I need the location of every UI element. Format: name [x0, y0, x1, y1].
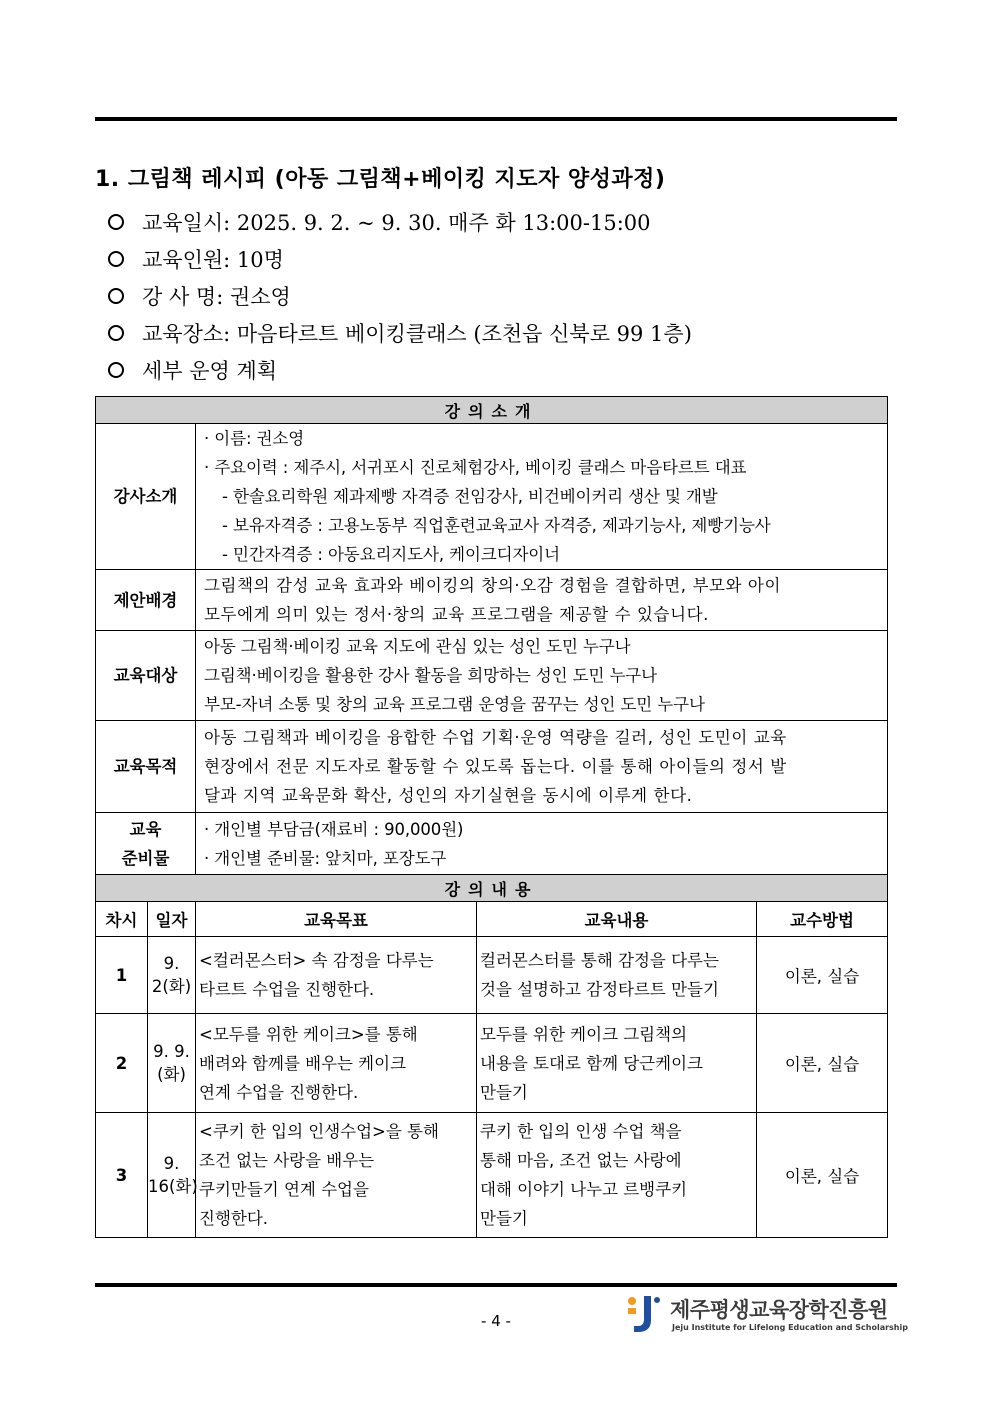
supplies-content [196, 813, 888, 875]
top-rule [95, 117, 897, 121]
goal-text: 조건 없는 사랑을 배우는 [199, 1151, 375, 1170]
instructor-line: - 보유자격증 : 고용노동부 직업훈련교육교사 자격증, 제과기능사, 제빵기능사 [222, 516, 771, 535]
content-text: 쿠키 한 입의 인생 수업 책을 [480, 1122, 682, 1141]
target-content [196, 631, 888, 721]
supplies-label-line: 준비물 [121, 848, 170, 868]
bullet-text: 교육장소: 마음타르트 베이킹클래스 (조천읍 신북로 99 1층) [142, 321, 692, 346]
background-label: 제안배경 [96, 570, 196, 631]
goal-content [196, 721, 888, 813]
goal-text: 타르트 수업을 진행한다. [199, 980, 375, 999]
content-text: 모두를 위한 케이크 그림책의 [480, 1024, 688, 1044]
page-number-text: - 4 - [481, 1312, 511, 1330]
session-method: 이론, 실습 [757, 1014, 888, 1113]
target-line: 그림책·베이킹을 활용한 강사 활동을 희망하는 성인 도민 누구나 [204, 666, 657, 685]
supplies-line: · 개인별 준비물: 앞치마, 포장도구 [204, 848, 447, 868]
instructor-line: · 이름: 권소영 [204, 429, 305, 448]
session-number: 3 [96, 1113, 148, 1238]
goal-text: 연계 수업을 진행한다. [199, 1082, 359, 1102]
logo-subtitle: Jeju Institute for Lifelong Education and Scholarship [672, 1323, 908, 1332]
bullet-text: 교육일시: 2025. 9. 2. ~ 9. 30. 매주 화 13:00-15:00 [142, 210, 651, 235]
background-line: 그림책의 감성 교육 효과와 베이킹의 창의·오감 경험을 결합하면, 부모와 아이 [204, 576, 782, 595]
circle-bullet-icon [108, 362, 124, 378]
goal-text: <컬러몬스터> 속 감정을 다루는 [199, 951, 434, 970]
target-line: 부모-자녀 소통 및 창의 교육 프로그램 운영을 꿈꾸는 성인 도민 누구나 [204, 695, 705, 714]
instructor-content [196, 424, 888, 570]
instructor-line: - 한솔요리학원 제과제빵 자격증 전임강사, 비건베이커리 생산 및 개발 [222, 487, 718, 506]
target-line: 아동 그림책·베이킹 교육 지도에 관심 있는 성인 도민 누구나 [204, 637, 631, 656]
column-header: 일자 [148, 902, 196, 937]
column-header: 교육내용 [477, 902, 757, 937]
bullet-instructor [108, 277, 692, 314]
bullet-text: 교육인원: 10명 [142, 247, 284, 272]
session-goal [196, 1014, 477, 1113]
instructor-line: · 주요이력 : 제주시, 서귀포시 진로체험강사, 베이킹 클래스 마음타르트 대표 [204, 458, 747, 477]
session-number: 2 [96, 1014, 148, 1113]
session-number: 1 [96, 937, 148, 1014]
session-goal [196, 1113, 477, 1238]
target-label: 교육대상 [96, 631, 196, 721]
goal-text: <모두를 위한 케이크>를 통해 [199, 1024, 418, 1044]
goal-line: 달과 지역 교육문화 확산, 성인의 자기실현을 동시에 이루게 한다. [204, 786, 693, 805]
section-title: 1. 그림책 레시피 (아동 그림책+베이킹 지도자 양성과정) [95, 167, 666, 192]
course-plan-table [95, 396, 888, 1238]
background-line: 모두에게 의미 있는 정서·창의 교육 프로그램을 제공할 수 있습니다. [204, 605, 710, 624]
column-header: 교육목표 [196, 902, 477, 937]
content-text: 통해 마음, 조건 없는 사랑에 [480, 1151, 682, 1170]
session-date: 9. 2(화) [148, 937, 196, 1014]
bullet-list [108, 203, 692, 388]
session-goal [196, 937, 477, 1014]
bullet-location [108, 314, 692, 351]
bottom-rule [95, 1283, 897, 1287]
goal-text: 진행한다. [199, 1209, 269, 1228]
logo-name: 제주평생교육장학진흥원 [670, 1298, 888, 1322]
instructor-line: - 민간자격증 : 아동요리지도사, 케이크디자이너 [222, 545, 560, 564]
supplies-label [96, 813, 196, 875]
column-header: 교수방법 [757, 902, 888, 937]
intro-header: 강의소개 [96, 397, 888, 424]
goal-text: 배려와 함께를 배우는 케이크 [199, 1053, 407, 1073]
goal-text: 쿠키만들기 연계 수업을 [199, 1180, 369, 1199]
bullet-text: 강 사 명: 권소영 [142, 284, 291, 309]
column-header: 차시 [96, 902, 148, 937]
circle-bullet-icon [108, 251, 124, 267]
table-row [96, 937, 888, 1014]
bullet-capacity [108, 240, 692, 277]
goal-label: 교육목적 [96, 721, 196, 813]
session-content [477, 937, 757, 1014]
session-date: 9. 9.(화) [148, 1014, 196, 1113]
session-content [477, 1014, 757, 1113]
goal-text: <쿠키 한 입의 인생수업>을 통해 [199, 1122, 439, 1141]
institute-logo [624, 1292, 908, 1338]
background-content [196, 570, 888, 631]
content-text: 것을 설명하고 감정타르트 만들기 [480, 980, 719, 999]
supplies-line: · 개인별 부담금(재료비 : 90,000원) [204, 819, 464, 839]
content-header: 강의내용 [96, 875, 888, 902]
content-text: 만들기 [480, 1209, 528, 1228]
supplies-label-line: 교육 [129, 819, 162, 839]
circle-bullet-icon [108, 325, 124, 341]
content-text: 내용을 토대로 함께 당근케이크 [480, 1053, 703, 1073]
table-row [96, 1113, 888, 1238]
circle-bullet-icon [108, 288, 124, 304]
circle-bullet-icon [108, 214, 124, 230]
bullet-text: 세부 운영 계획 [142, 358, 278, 383]
institute-emblem-icon [624, 1292, 664, 1336]
session-method: 이론, 실습 [757, 937, 888, 1014]
session-date: 9. 16(화) [148, 1113, 196, 1238]
goal-line: 아동 그림책과 베이킹을 융합한 수업 기획·운영 역량을 길러, 성인 도민이 교육 [204, 728, 787, 747]
instructor-label: 강사소개 [96, 424, 196, 570]
session-content [477, 1113, 757, 1238]
bullet-schedule [108, 203, 692, 240]
content-text: 대해 이야기 나누고 르뱅쿠키 [480, 1180, 688, 1199]
table-row [96, 1014, 888, 1113]
session-method: 이론, 실습 [757, 1113, 888, 1238]
content-text: 만들기 [480, 1082, 528, 1102]
goal-line: 현장에서 전문 지도자로 활동할 수 있도록 돕는다. 이를 통해 아이들의 정서 발 [204, 757, 787, 776]
content-text: 컬러몬스터를 통해 감정을 다루는 [480, 951, 719, 970]
bullet-plan [108, 351, 692, 388]
